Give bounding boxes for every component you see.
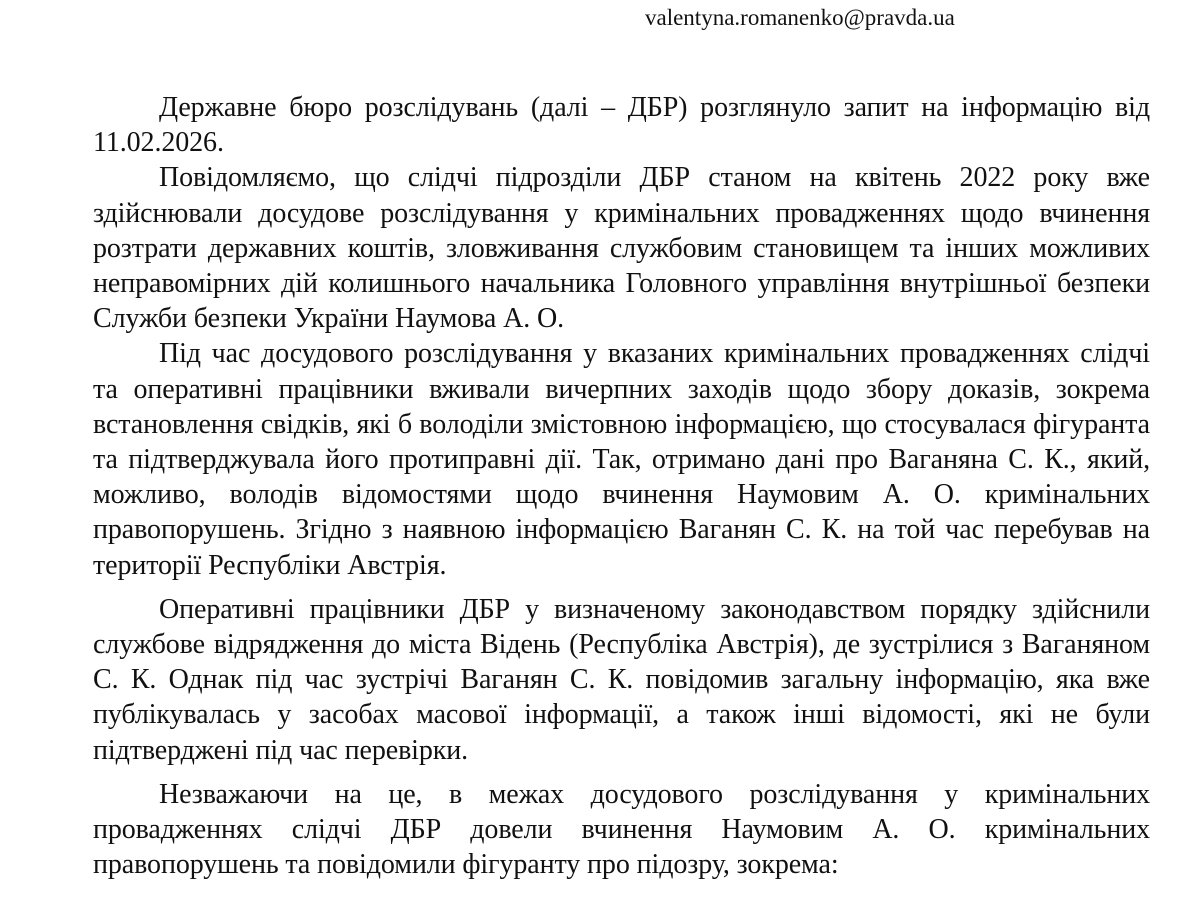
- paragraph-investigation-status: Повідомляємо, що слідчі підрозділи ДБР станом на квітень 2022 року вже здійснювали досудове розслідування у кримінальних провадженнях щодо вчинення розтрати державних коштів, зловживання службовим становищем та інших можливих неправомірних дій колишнього начальника Головного управління внутрішньої безпеки Служби безпеки України Наумова А. О.: [93, 162, 1150, 335]
- email-address: valentyna.romanenko@pravda.ua: [645, 5, 955, 30]
- paragraph-request-reference: Державне бюро розслідувань (далі – ДБР) розглянуло запит на інформацію від 11.02.2026.: [93, 92, 1150, 159]
- paragraph-business-trip: Оперативні працівники ДБР у визначеному законодавством порядку здійснили службове відрядження до міста Відень (Республіка Австрія), де зустрілися з Ваганяном С. К. Однак під час зустрічі Ваганян С. К. повідомив загальну інформацію, яка вже публікувалась у засобах масової інформації, а також інші відомості, які не були підтверджені під час перевірки.: [93, 593, 1150, 766]
- paragraph-evidence-collection: Під час досудового розслідування у вказаних кримінальних провадженнях слідчі та оперативні працівники вживали вичерпних заходів щодо збору доказів, зокрема встановлення свідків, які б володіли змістовною інформацією, що стосувалася фігуранта та підтверджувала його протиправні дії. Так, отримано дані про Ваганяна С. К., який, можливо, володів відомостями щодо вчинення Наумовим А. О. кримінальних правопорушень. Згідно з наявною інформацією Ваганян С. К. на той час перебував на території Республіки Австрія.: [93, 338, 1150, 581]
- paragraph-suspicion-notice: Незважаючи на це, в межах досудового розслідування у кримінальних провадженнях слідчі ДБР довели вчинення Наумовим А. О. кримінальних правопорушень та повідомили фігуранту про підозру, зокрема:: [93, 778, 1150, 881]
- letter-body: [93, 90, 1150, 882]
